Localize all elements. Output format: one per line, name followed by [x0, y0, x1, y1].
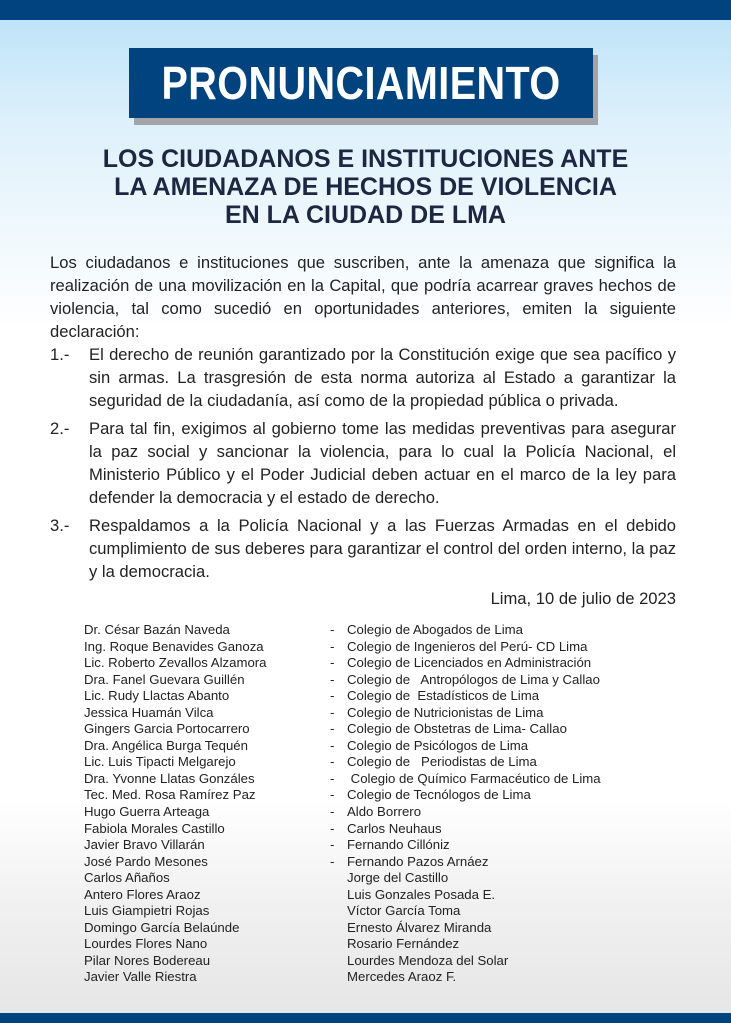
signatory-right: Colegio de Químico Farmacéutico de Lima	[347, 770, 601, 786]
date-line: Lima, 10 de julio de 2023	[490, 589, 676, 608]
top-bar	[0, 0, 731, 20]
dash	[330, 936, 347, 953]
dash	[330, 920, 347, 937]
signatory-name: Fabiola Morales Castillo	[84, 820, 225, 836]
signatory-row	[84, 854, 601, 871]
dash: -	[330, 688, 335, 704]
item-text: Respaldamos a la Policía Nacional y a las Fuerzas Armadas en el debido cumplimiento de sus deberes para garantizar el control del orden interno, la paz y la democracia.	[89, 516, 676, 581]
signatory-row	[84, 622, 601, 639]
dash: -	[330, 737, 335, 753]
signatory-row	[84, 705, 601, 722]
dash: -	[330, 853, 335, 869]
signatory-right: Colegio de Estadísticos de Lima	[347, 688, 540, 704]
signatory-name: Tec. Med. Rosa Ramírez Paz	[84, 787, 256, 803]
signatory-name: Hugo Guerra Arteaga	[84, 804, 210, 820]
item-text: El derecho de reunión garantizado por la Constitución exige que sea pacífico y sin armas. La trasgresión de esta norma autoriza al Estado a garantizar la seguridad de la ciudadanía, así como de la propiedad pública o privada.	[89, 345, 676, 410]
signatory-row	[84, 771, 601, 788]
dash	[330, 887, 347, 904]
subtitle-line: EN LA CIUDAD DE LMA	[224, 201, 506, 229]
dash: -	[330, 804, 335, 820]
signatory-right: Mercedes Araoz F.	[347, 969, 457, 985]
signatory-right: Colegio de Psicólogos de Lima	[347, 737, 529, 753]
signatory-row	[84, 870, 601, 887]
signatory-right: Ernesto Álvarez Miranda	[347, 919, 492, 935]
signatory-row	[84, 721, 601, 738]
signatory-row	[84, 787, 601, 804]
dash: -	[330, 787, 335, 803]
signatory-right: Colegio de Licenciados en Administración	[347, 655, 592, 671]
signatory-name: Lourdes Flores Nano	[84, 936, 208, 952]
signatory-row	[84, 821, 601, 838]
dash: -	[330, 622, 335, 637]
signatory-row	[84, 887, 601, 904]
signatory-right: Víctor García Toma	[347, 903, 461, 919]
signatory-row	[84, 903, 601, 920]
signatory-name: Lic. Luis Tipacti Melgarejo	[84, 754, 236, 770]
numbered-item	[50, 514, 676, 583]
signatory-right: Colegio de Antropólogos de Lima y Callao	[347, 671, 600, 687]
signatory-right: Jorge del Castillo	[347, 870, 449, 886]
signatory-right: Colegio de Periodistas de Lima	[347, 754, 537, 770]
signatory-row	[84, 672, 601, 689]
signatory-name: Jessica Huamán Vilca	[84, 704, 214, 720]
dash: -	[330, 770, 335, 786]
signatory-right: Colegio de Abogados de Lima	[347, 622, 523, 637]
numbered-item	[50, 417, 676, 509]
signatory-name: Antero Flores Araoz	[84, 886, 201, 902]
signatory-name: Lic. Roberto Zevallos Alzamora	[84, 655, 267, 671]
title-banner	[129, 48, 593, 118]
signatory-row	[84, 639, 601, 656]
dash: -	[330, 820, 335, 836]
dash: -	[330, 704, 335, 720]
signatory-row	[84, 655, 601, 672]
signatory-row	[84, 688, 601, 705]
signatory-name: Dra. Fanel Guevara Guillén	[84, 671, 245, 687]
page-title: PRONUNCIAMIENTO	[161, 57, 561, 109]
signatory-name: José Pardo Mesones	[84, 853, 208, 869]
signatory-row	[84, 738, 601, 755]
signatory-name: Gingers Garcia Portocarrero	[84, 721, 250, 737]
dash	[330, 969, 347, 986]
signatory-right: Colegio de Nutricionistas de Lima	[347, 704, 544, 720]
dash: -	[330, 837, 335, 853]
dash: -	[330, 655, 335, 671]
subtitle	[0, 145, 731, 229]
subtitle-line: LOS CIUDADANOS E INSTITUCIONES ANTE	[102, 145, 629, 173]
item-text: Para tal fin, exigimos al gobierno tome las medidas preventivas para asegurar la paz social y sancionar la violencia, para lo cual la Policía Nacional, el Ministerio Público y el Poder Judicial deben actuar en el marco de la ley para defender la democracia y el estado de derecho.	[89, 419, 676, 507]
signatory-row	[84, 953, 601, 970]
signatory-row	[84, 920, 601, 937]
signatory-name: Luis Giampietri Rojas	[84, 903, 210, 919]
item-number: 2.-	[50, 419, 70, 438]
signatory-row	[84, 804, 601, 821]
signatory-row	[84, 969, 601, 986]
dash	[330, 953, 347, 970]
subtitle-line: LA AMENAZA DE HECHOS DE VIOLENCIA	[114, 173, 617, 201]
dash	[330, 870, 347, 887]
item-number: 3.-	[50, 516, 70, 535]
signatory-name: Dra. Angélica Burga Tequén	[84, 737, 248, 753]
signatory-right: Colegio de Tecnólogos de Lima	[347, 787, 531, 803]
signatory-name: Dra. Yvonne Llatas Gonzáles	[84, 770, 255, 786]
signatory-row	[84, 936, 601, 953]
signatory-name: Javier Valle Riestra	[84, 969, 197, 985]
signatory-name: Lic. Rudy Llactas Abanto	[84, 688, 230, 704]
signatory-right: Colegio de Obstetras de Lima- Callao	[347, 721, 567, 737]
signatory-right: Lourdes Mendoza del Solar	[347, 952, 509, 968]
signatory-row	[84, 837, 601, 854]
item-number: 1.-	[50, 345, 70, 364]
signatories-list	[84, 622, 601, 986]
signatory-name: Dr. César Bazán Naveda	[84, 622, 230, 637]
signatory-right: Fernando Cillóniz	[347, 837, 450, 853]
dash: -	[330, 754, 335, 770]
signatory-right: Luis Gonzales Posada E.	[347, 886, 496, 902]
dash: -	[330, 638, 335, 654]
numbered-item	[50, 343, 676, 412]
signatory-name: Ing. Roque Benavides Ganoza	[84, 638, 264, 654]
signatory-right: Colegio de Ingenieros del Perú- CD Lima	[347, 638, 588, 654]
signatory-name: Domingo García Belaúnde	[84, 919, 240, 935]
signatory-right: Carlos Neuhaus	[347, 820, 442, 836]
signatory-name: Javier Bravo Villarán	[84, 837, 205, 853]
statement-body	[50, 251, 676, 583]
dash: -	[330, 721, 335, 737]
signatory-name: Carlos Añaños	[84, 870, 170, 886]
signatory-row	[84, 754, 601, 771]
intro-paragraph: Los ciudadanos e instituciones que suscriben, ante la amenaza que significa la realización de una movilización en la Capital, que podría acarrear graves hechos de violencia, tal como sucedió en oportunidades anteriores, emiten la siguiente declaración:	[50, 253, 676, 341]
signatory-name: Pilar Nores Bodereau	[84, 952, 211, 968]
dash: -	[330, 671, 335, 687]
bottom-bar	[0, 1013, 731, 1023]
signatory-right: Rosario Fernández	[347, 936, 460, 952]
signatory-right: Fernando Pazos Arnáez	[347, 853, 489, 869]
dash	[330, 903, 347, 920]
signatory-right: Aldo Borrero	[347, 804, 422, 820]
